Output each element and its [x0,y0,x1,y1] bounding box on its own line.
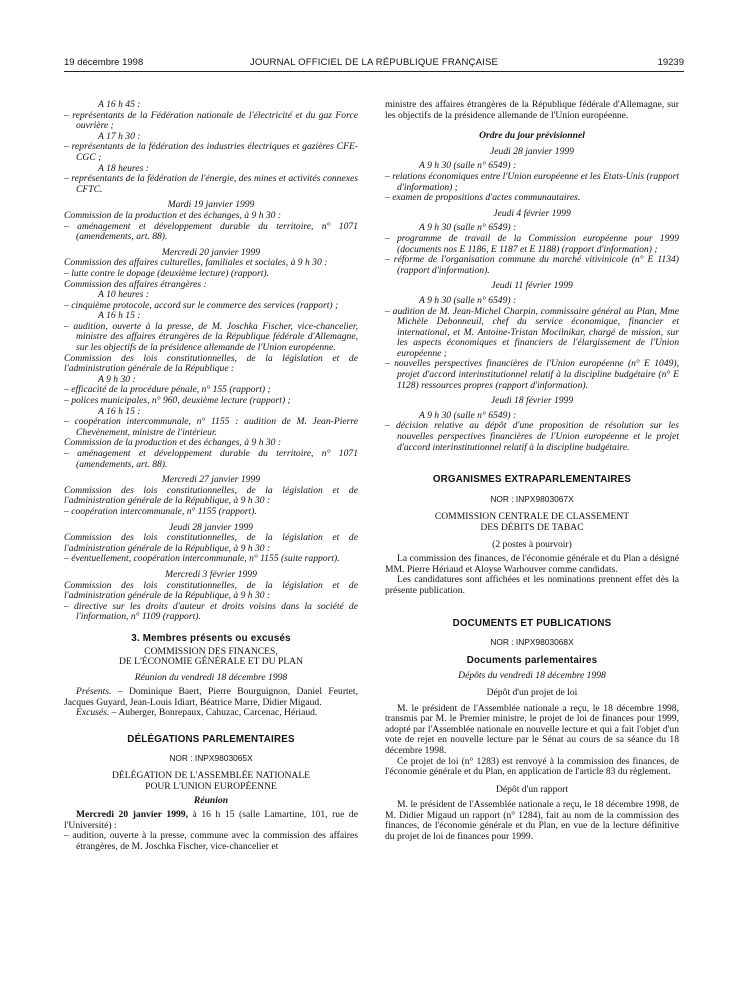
time-label: A 16 h 15 : [98,310,141,322]
presents-label: Présents. [76,686,112,698]
reunion-heading: Réunion [193,795,229,807]
commission-name: DE L'ÉCONOMIE GÉNÉRALE ET DU PLAN [118,656,304,668]
time-label: A 10 heures : [98,289,149,301]
nor-reference: NOR : INPX9803067X [490,493,574,504]
date-heading: Jeudi 28 janvier 1999 [169,521,253,533]
time-label: A 9 h 30 (salle n° 6549) : [419,409,517,421]
organism-name: COMMISSION CENTRALE DE CLASSEMENT [434,511,630,523]
body-paragraph: La commission des finances, de l'économie générale et du Plan a désigné MM. Pierre Hériaud et Aloyse Warhouver comme candidats. [385,553,679,575]
date-heading: Mardi 19 janvier 1999 [167,199,255,211]
page-header [64,57,684,71]
agenda-item: – nouvelles perspectives financières de l'Union européenne (n° E 1049), projet d'accord interinstitutionnel relatif à la discipline budgétaire (n° E 1128) ressources propres (rapport d'information). [385,358,679,391]
date-heading: Jeudi 11 février 1999 [491,280,573,292]
commission-line: Commission des lois constitutionnelles, de la législation et de l'administration générale de la République, à 9 h 30 : [64,484,358,507]
time-label: A 18 heures : [98,162,149,174]
time-label: A 9 h 30 : [98,373,136,385]
agenda-item: – éventuellement, coopération intercommunale, n° 1155 (suite rapport). [64,553,340,565]
deposit-type: Dépôt d'un projet de loi [486,686,578,698]
date-heading: Jeudi 4 février 1999 [493,207,571,219]
organism-name: DES DÉBITS DE TABAC [480,522,584,533]
nor-reference: NOR : INPX9803065X [169,752,253,763]
agenda-item: – cinquième protocole, accord sur le commerce des services (rapport) ; [64,299,339,311]
commission-line: Commission des lois constitutionnelles, de la législation et de l'administration générale de la République : [64,352,358,375]
section-heading: DÉLÉGATIONS PARLEMENTAIRES [127,734,295,746]
commission-name: COMMISSION DES FINANCES, [144,645,278,657]
date-heading: Jeudi 28 janvier 1999 [490,145,574,157]
agenda-item: – examen de propositions d'actes communautaires. [385,192,581,204]
agenda-item: – représentants de la fédération des industries électriques et gazières CFE-CGC ; [64,141,358,163]
agenda-item: – aménagement et développement durable du territoire, n° 1071 (amendements, art. 88). [64,220,358,243]
body-paragraph: M. le président de l'Assemblée nationale a reçu, le 18 décembre 1998, de M. Didier Migaud un rapport (n° 1284), fait au nom de la commission des finances, de l'économie générale et du Plan, en vue de la lecture définitive du projet de loi de finances pour 1999. [385,799,679,843]
agenda-item: – représentants de la Fédération nationale de l'électricité et du gaz Force ouvrière ; [64,109,358,132]
deposit-type: Dépôt d'un rapport [495,783,569,795]
agenda-item: – coopération intercommunale, n° 1155 (rapport). [64,505,257,517]
commission-line: Commission de la production et des échanges, à 9 h 30 : [64,437,282,449]
excuses-names: – Auberger, Bonrepaux, Cahuzac, Carcenac, Hériaud. [109,707,318,719]
commission-line: Commission de la production et des échanges, à 9 h 30 : [64,209,282,221]
date-heading: Mercredi 27 janvier 1999 [161,474,261,486]
agenda-item: – lutte contre le dopage (deuxième lecture) (rapport). [64,267,269,279]
section-subheading: Ordre du jour prévisionnel [479,130,585,142]
commission-line: Commission des affaires culturelles, familiales et sociales, à 9 h 30 : [64,257,328,269]
nor-reference: NOR : INPX9803068X [490,637,574,648]
positions-count: (2 postes à pourvoir) [492,538,572,550]
agenda-item: – coopération intercommunale, n° 1155 : audition de M. Jean-Pierre Chevènement, ministre de l'intérieur. [64,416,358,438]
agenda-item: – polices municipales, n° 960, deuxième lecture (rapport) ; [64,395,291,407]
body-paragraph: M. le président de l'Assemblée nationale a reçu, le 18 décembre 1998, transmis par M. le Premier ministre, le projet de loi de finances pour 1999, adopté par l'Assemblée nationale en nouvelle lecture et qui a fait l'objet d'un vote de rejet en nouvelle lecture par le Sénat au cours de sa séance du 18 décembre 1998. [385,702,679,756]
time-label: A 16 h 45 : [98,99,141,110]
section-heading: ORGANISMES EXTRAPARLEMENTAIRES [432,474,632,486]
time-label: A 9 h 30 (salle n° 6549) : [419,222,517,234]
agenda-item: – décision relative au dépôt d'une proposition de résolution sur les nouvelles perspectives financières de l'Union européenne et le projet d'accord interinstitutionnel relatif à la discipline budgétaire. [385,420,679,453]
excuses-paragraph [64,708,358,719]
commission-line: Commission des lois constitutionnelles, de la législation et de l'administration générale de la République, à 9 h 30 : [64,579,358,602]
header-title: JOURNAL OFFICIEL DE LA RÉPUBLIQUE FRANÇAISE [249,57,499,68]
agenda-item: – directive sur les droits d'auteur et droits voisins dans la société de l'information, n° 1109 (rapport). [64,600,358,623]
deposit-date: Dépôts du vendredi 18 décembre 1998 [458,670,606,682]
excuses-label: Excusés. [76,707,110,719]
page-number: 19239 [657,57,684,68]
presents-names: – Dominique Baert, Pierre Bourguignon, Daniel Feurtet, Jacques Guyard, Jean-Louis Idiart, Béatrice Marre, Didier Migaud. [64,686,358,708]
meeting-paragraph [64,810,358,831]
right-column [385,100,679,843]
subsection-heading: Documents parlementaires [466,654,598,666]
continued-text: ministre des affaires étrangères de la République fédérale d'Allemagne, sur les objectifs de la présidence allemande de l'Union européenne. [385,99,679,121]
time-label: A 9 h 30 (salle n° 6549) : [419,294,517,306]
body-paragraph: Les candidatures sont affichées et les nominations prennent effet dès la présente publication. [385,574,679,596]
agenda-item: – représentants de la fédération de l'énergie, des mines et activités connexes CFTC. [64,173,358,195]
delegation-name: DÉLÉGATION DE L'ASSEMBLÉE NATIONALE [111,770,311,782]
time-label: A 17 h 30 : [98,130,141,142]
delegation-name: POUR L'UNION EUROPÉENNE [145,780,277,792]
left-column [64,100,358,852]
time-label: A 16 h 15 : [98,405,141,417]
agenda-item: – réforme de l'organisation commune du marché vitivinicole (n° E 1134) (rapport d'information). [385,254,679,276]
agenda-item: – audition de M. Jean-Michel Charpin, commissaire général au Plan, Mme Michèle Debonneuil, chef du service économique, financier et international, et M. Antoine-Tristan Mocilnikar, chargé de mission, sur les aspects économiques et financiers de l'élargissement de l'Union européenne ; [385,305,679,359]
section-heading: 3. Membres présents ou excusés [131,632,291,644]
commission-line: Commission des lois constitutionnelles, de la législation et de l'administration générale de la République, à 9 h 30 : [64,532,358,554]
meeting-date: Mercredi 20 janvier 1999, [76,809,188,821]
time-label: A 9 h 30 (salle n° 6549) : [419,160,517,172]
agenda-item: – audition, ouverte à la presse, de M. Joschka Fischer, vice-chancelier, ministre des affaires étrangères de la République fédérale d'Allemagne, sur les objectifs de la présidence allemande de l'Union européenne. [64,320,358,354]
body-paragraph: Ce projet de loi (n° 1283) est renvoyé à la commission des finances, de l'économie générale et du Plan, en application de l'article 83 du règlement. [385,755,679,778]
date-heading: Mercredi 3 février 1999 [165,568,257,580]
presents-paragraph [64,687,358,708]
section-heading: DOCUMENTS ET PUBLICATIONS [452,617,612,629]
header-date: 19 décembre 1998 [64,57,144,68]
reunion-date: Réunion du vendredi 18 décembre 1998 [134,671,288,683]
agenda-item: – programme de travail de la Commission européenne pour 1999 (documents nos E 1186, E 1187 et E 1188) (rapport d'information) ; [385,232,679,255]
date-heading: Jeudi 18 février 1999 [490,395,574,407]
date-heading: Mercredi 20 janvier 1999 [161,246,261,258]
agenda-item: – relations économiques entre l'Union européenne et les Etats-Unis (rapport d'information) ; [385,170,679,193]
header-rule [64,71,684,72]
commission-line: Commission des affaires étrangères : [64,278,207,290]
meeting-details: à 16 h 15 (salle Lamartine, 101, rue de l'Université) : [64,809,358,831]
agenda-item: – efficacité de la procédure pénale, n° 155 (rapport) ; [64,384,271,396]
agenda-item: – audition, ouverte à la presse, commune avec la commission des affaires étrangères, de M. Joschka Fischer, vice-chancelier et [64,830,358,852]
agenda-item: – aménagement et développement durable du territoire, n° 1071 (amendements, art. 88). [64,448,358,470]
